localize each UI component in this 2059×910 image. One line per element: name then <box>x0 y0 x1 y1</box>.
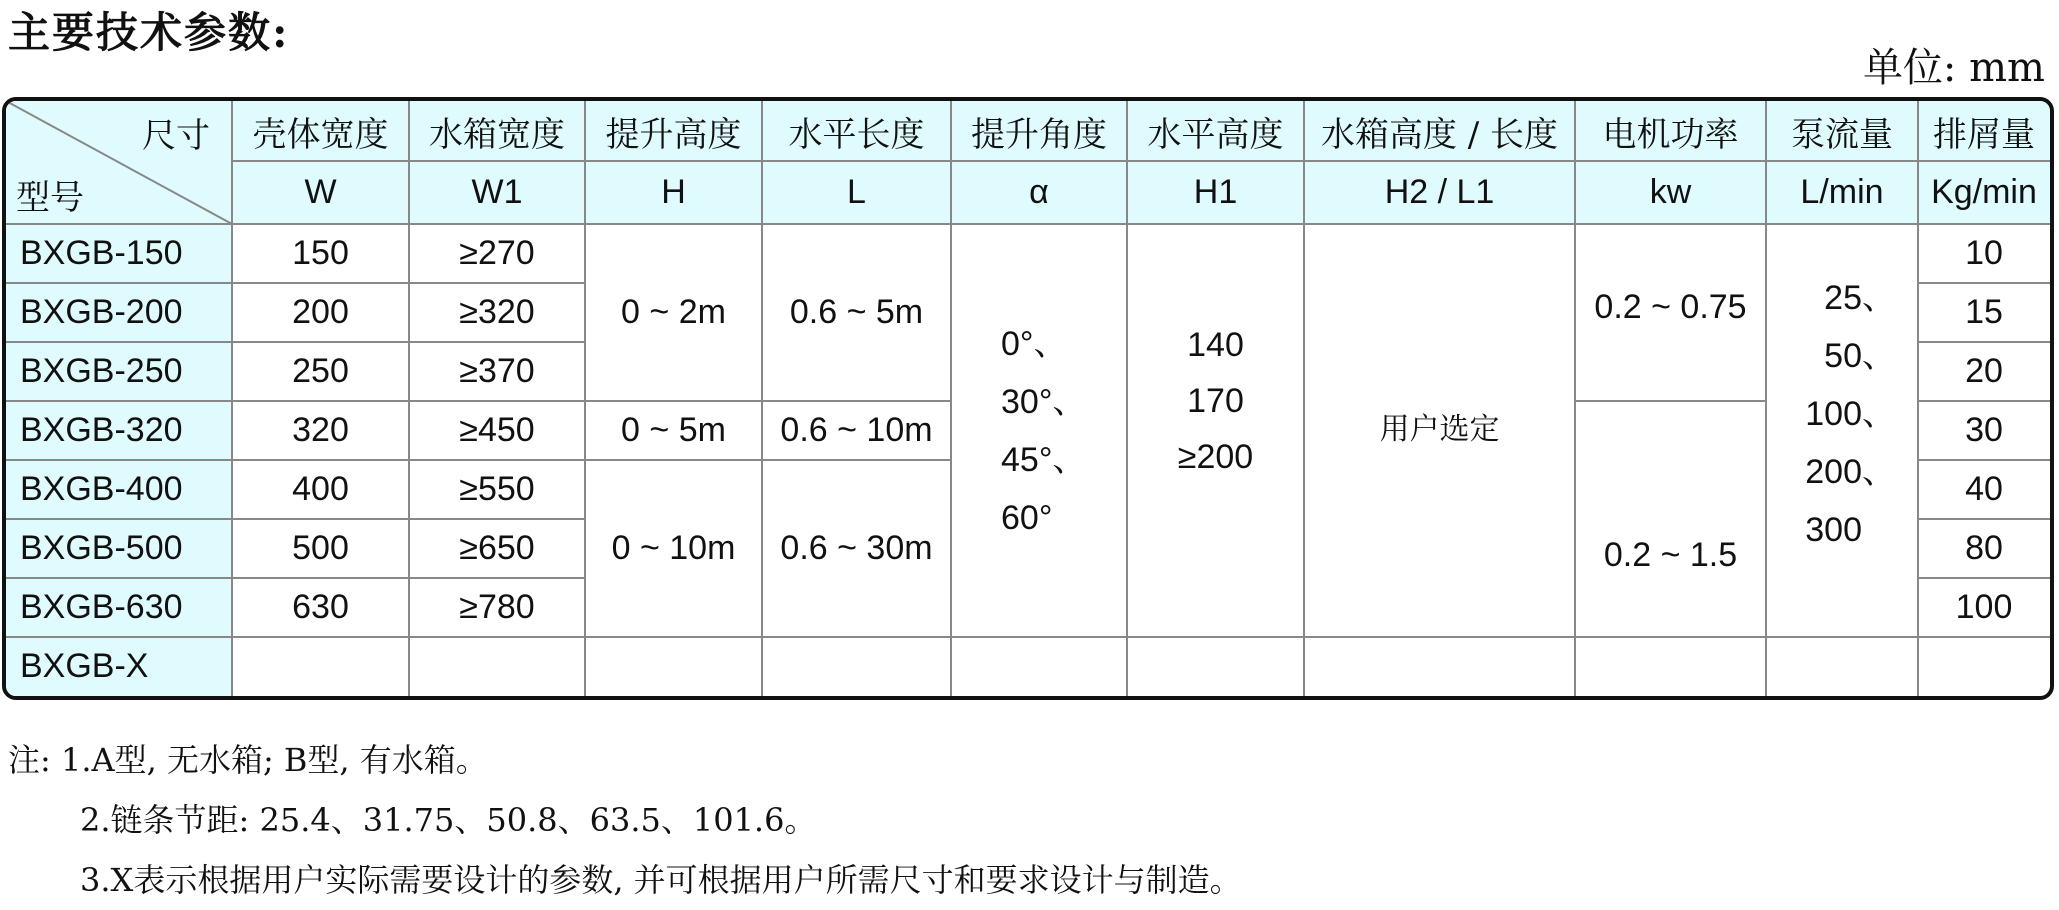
h1-value: 170 <box>1187 381 1244 420</box>
row-model: BXGB-630 <box>20 588 183 626</box>
col-header-power-symbol: kw <box>1649 173 1692 211</box>
col-header-chip-name: 排屑量 <box>1933 114 2035 155</box>
row-model: BXGB-250 <box>20 352 183 390</box>
cell-horizontal-length-group3: 0.6 ~ 30m <box>780 529 933 567</box>
col-header-h-symbol: H <box>661 173 686 211</box>
col-header-h2l1-name: 水箱高度 / 长度 <box>1320 114 1559 155</box>
cell-w1: ≥450 <box>459 411 535 449</box>
cell-w1: ≥270 <box>459 234 535 272</box>
corner-size-label: 尺寸 <box>142 115 210 156</box>
cell-w1: ≥780 <box>459 588 535 626</box>
corner-model-label: 型号 <box>16 177 84 218</box>
cell-horizontal-height <box>1127 224 1304 637</box>
flow-value: 300 <box>1805 510 1862 549</box>
cell-motor-power-group1: 0.2 ~ 0.75 <box>1594 288 1747 326</box>
cell-w: 320 <box>292 411 349 449</box>
flow-value: 25、 <box>1824 278 1896 317</box>
cell-w: 200 <box>292 293 349 331</box>
cell-horizontal-length-group2: 0.6 ~ 10m <box>780 411 933 449</box>
cell-w1: ≥320 <box>459 293 535 331</box>
col-header-chip-symbol: Kg/min <box>1931 173 2037 211</box>
page-title: 主要技术参数: <box>8 8 290 57</box>
col-header-power-name: 电机功率 <box>1602 114 1739 155</box>
col-header-w-name: 壳体宽度 <box>252 114 389 155</box>
cell-w1: ≥370 <box>459 352 535 390</box>
cell-chip: 40 <box>1965 470 2003 508</box>
cell-chip: 10 <box>1965 234 2003 272</box>
cell-w: 630 <box>292 588 349 626</box>
cell-motor-power-group2: 0.2 ~ 1.5 <box>1603 536 1738 574</box>
col-header-h-name: 提升高度 <box>605 114 742 155</box>
col-header-l-name: 水平长度 <box>788 114 925 155</box>
angle-value: 0°、 <box>1001 324 1068 363</box>
flow-value: 50、 <box>1824 336 1896 375</box>
cell-horizontal-length-group1: 0.6 ~ 5m <box>789 293 924 331</box>
col-header-angle-name: 提升角度 <box>971 114 1107 155</box>
note-1: 注: 1.A型, 无水箱; B型, 有水箱。 <box>8 741 488 779</box>
row-model: BXGB-400 <box>20 470 183 508</box>
row-model: BXGB-X <box>20 647 149 685</box>
cell-tank-height-length: 用户选定 <box>1379 411 1500 447</box>
col-header-flow-symbol: L/min <box>1800 173 1884 211</box>
row-model: BXGB-320 <box>20 411 183 449</box>
cell-w1: ≥550 <box>459 470 535 508</box>
cell-w1: ≥650 <box>459 529 535 567</box>
spec-table <box>2 97 2054 700</box>
row-model: BXGB-150 <box>20 234 183 272</box>
col-header-w-symbol: W <box>304 173 337 211</box>
col-header-h1-symbol: H1 <box>1193 173 1238 211</box>
cell-chip: 80 <box>1965 529 2003 567</box>
cell-chip: 15 <box>1965 293 2003 331</box>
cell-w: 150 <box>292 234 349 272</box>
cell-w: 400 <box>292 470 349 508</box>
col-header-w1-symbol: W1 <box>471 173 523 211</box>
cell-chip: 20 <box>1965 352 2003 390</box>
col-header-l-symbol: L <box>847 173 866 211</box>
col-header-flow-name: 泵流量 <box>1791 114 1893 155</box>
note-3: 3.X表示根据用户实际需要设计的参数, 并可根据用户所需尺寸和要求设计与制造。 <box>80 861 1242 899</box>
col-header-h1-name: 水平高度 <box>1147 114 1284 155</box>
cell-chip: 30 <box>1965 411 2003 449</box>
angle-value: 60° <box>1001 498 1053 537</box>
col-header-w1-name: 水箱宽度 <box>429 114 565 155</box>
cell-lift-height-group3: 0 ~ 10m <box>611 529 736 567</box>
cell-chip: 100 <box>1955 588 2013 626</box>
cell-w: 250 <box>292 352 349 390</box>
angle-value: 30°、 <box>1001 382 1087 421</box>
flow-value: 200、 <box>1805 452 1896 491</box>
cell-lift-height-group1: 0 ~ 2m <box>621 293 726 331</box>
row-model: BXGB-200 <box>20 293 183 331</box>
col-header-h2l1-symbol: H2 / L1 <box>1384 173 1495 211</box>
cell-w: 500 <box>292 529 349 567</box>
notes <box>8 730 1242 910</box>
flow-value: 100、 <box>1805 394 1896 433</box>
angle-value: 45°、 <box>1001 440 1087 479</box>
cell-lift-height-group2: 0 ~ 5m <box>621 411 726 449</box>
cell-lift-angle <box>951 224 1127 637</box>
h1-value: ≥200 <box>1177 437 1254 476</box>
col-header-angle-symbol: α <box>1029 173 1049 211</box>
cell-pump-flow <box>1766 224 1918 637</box>
note-2: 2.链条节距: 25.4、31.75、50.8、63.5、101.6。 <box>80 801 817 839</box>
row-model: BXGB-500 <box>20 529 183 567</box>
unit-label: 单位: mm <box>1862 45 2045 91</box>
h1-value: 140 <box>1187 325 1244 364</box>
